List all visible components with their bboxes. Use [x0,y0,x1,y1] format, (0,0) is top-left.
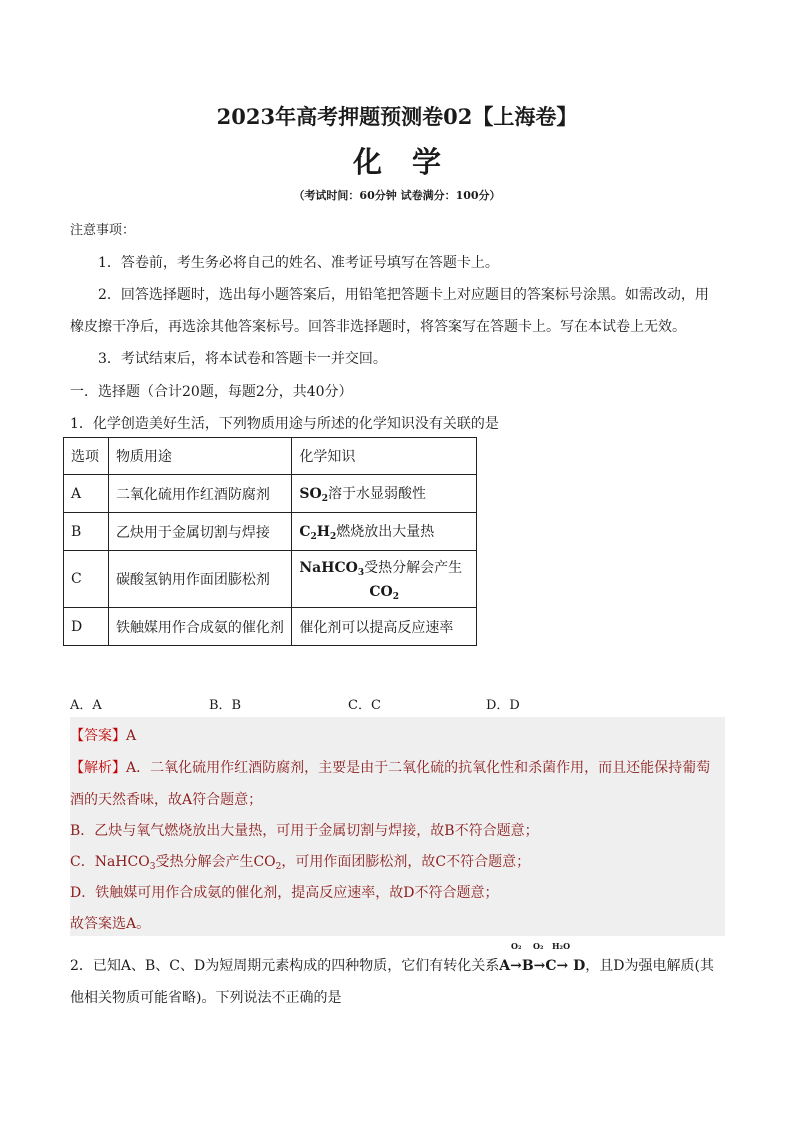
knowledge-text: 受热分解会产生 [364,559,463,576]
answer-line [70,725,136,745]
table-cell-option: C [64,551,109,608]
notice-item-2-line-1: 2．回答选择题时，选出每小题答案后，用铅笔把答题卡上对应题目的答案标号涂黑。如需改动，用 [98,287,709,303]
knowledge-line-2 [299,584,469,602]
analysis-line-c [70,851,530,872]
notice-heading: 注意事项： [70,223,136,238]
subject-title: 化学 [352,145,471,179]
formula-subscript: 2 [321,494,328,504]
analysis-line-d: D．铁触媒可用作合成氨的催化剂，提高反应速率，故D不符合题意； [70,885,499,901]
analysis-c-post: ，可用作面团膨松剂，故C不符合题意； [281,854,531,870]
table-row [64,608,477,646]
q2-stem-line-1 [70,955,714,975]
formula-text: CO [369,583,393,600]
arrow-label-1: O₂ [511,941,522,951]
formula-subscript: 2 [310,532,317,542]
answer-label: 【答案】 [70,728,126,744]
choice-d: D．D [486,698,520,713]
analysis-conclusion: 故答案选A。 [70,916,151,932]
formula-subscript: 2 [330,532,337,542]
table-cell-option: A [64,475,109,513]
formula-subscript: 3 [149,862,156,872]
table-cell-use: 碳酸氢钠用作面团膨松剂 [108,551,291,608]
table-cell-knowledge [292,551,477,608]
table-header-cell: 选项 [64,438,109,475]
formula-subscript: 2 [392,591,399,602]
formula-subscript: 2 [275,862,282,872]
table-cell-option: D [64,608,109,646]
formula-subscript: 3 [357,567,365,578]
notice-item-2-line-2: 橡皮擦干净后，再选涂其他答案标号。回答非选择题时，将答案写在答题卡上。写在本试卷上无效。 [70,319,686,335]
formula-text: H [316,524,331,540]
analysis-line-b: B．乙炔与氧气燃烧放出大量热，可用于金属切割与焊接，故B不符合题意； [70,823,539,839]
reaction-chain: A→B→C→ D [499,958,586,974]
formula-text: SO [299,486,322,502]
arrow-label-2: O₂ [533,941,544,951]
q1-stem: 1．化学创造美好生活，下列物质用途与所述的化学知识没有关联的是 [70,416,499,432]
notice-item-3: 3．考试结束后，将本试卷和答题卡一并交回。 [98,351,387,367]
formula-text: C [299,524,311,540]
choice-a: A．A [70,698,102,713]
table-row [64,513,477,551]
table-row [64,551,477,608]
exam-info: （考试时间：60分钟 试卷满分：100分） [293,189,501,202]
table-cell-knowledge [292,513,477,551]
knowledge-line-1 [299,557,469,578]
table-cell-option: B [64,513,109,551]
arrow-label-3: H₂O [552,941,571,951]
knowledge-text: 燃烧放出大量热 [336,524,435,540]
analysis-c-pre: C．NaHCO [70,854,150,870]
analysis-label: 【解析】 [70,760,126,776]
table-cell-use: 乙炔用于金属切割与焊接 [108,513,291,551]
formula-text: NaHCO [299,559,358,576]
q1-options-table [63,437,477,646]
table-header-row [64,438,477,475]
answer-value: A [126,728,137,744]
choice-b: B．B [209,698,242,713]
notice-item-1: 1．答卷前，考生务必将自己的姓名、准考证号填写在答题卡上。 [98,255,499,271]
section-heading: 一．选择题（合计20题，每题2分，共40分） [70,384,353,400]
choice-c: C．C [348,698,381,713]
q2-stem-pre: 2．已知A、B、C、D为短周期元素构成的四种物质，它们有转化关系 [70,958,500,974]
analysis-a-text: A．二氧化硫用作红酒防腐剂，主要是由于二氧化硫的抗氧化性和杀菌作用，而且还能保持葡萄 [126,760,711,776]
table-cell-use: 铁触媒用作合成氨的催化剂 [108,608,291,646]
exam-title: 2023年高考押题预测卷02【上海卷】 [216,104,578,129]
knowledge-text: 溶于水显弱酸性 [327,486,426,502]
analysis-c-mid: 受热分解会产生CO [155,854,276,870]
table-header-cell: 化学知识 [292,438,477,475]
q2-stem-line-2: 他相关物质可能省略)。下列说法不正确的是 [70,990,342,1006]
table-row [64,475,477,513]
table-header-cell: 物质用途 [108,438,291,475]
analysis-line-a2: 酒的天然香味，故A符合题意； [70,792,263,808]
table-cell-knowledge [292,475,477,513]
analysis-line-a1 [70,757,710,777]
table-cell-use: 二氧化硫用作红酒防腐剂 [108,475,291,513]
q2-stem-post: ，且D为强电解质(其 [585,958,714,974]
table-cell-knowledge: 催化剂可以提高反应速率 [292,608,477,646]
